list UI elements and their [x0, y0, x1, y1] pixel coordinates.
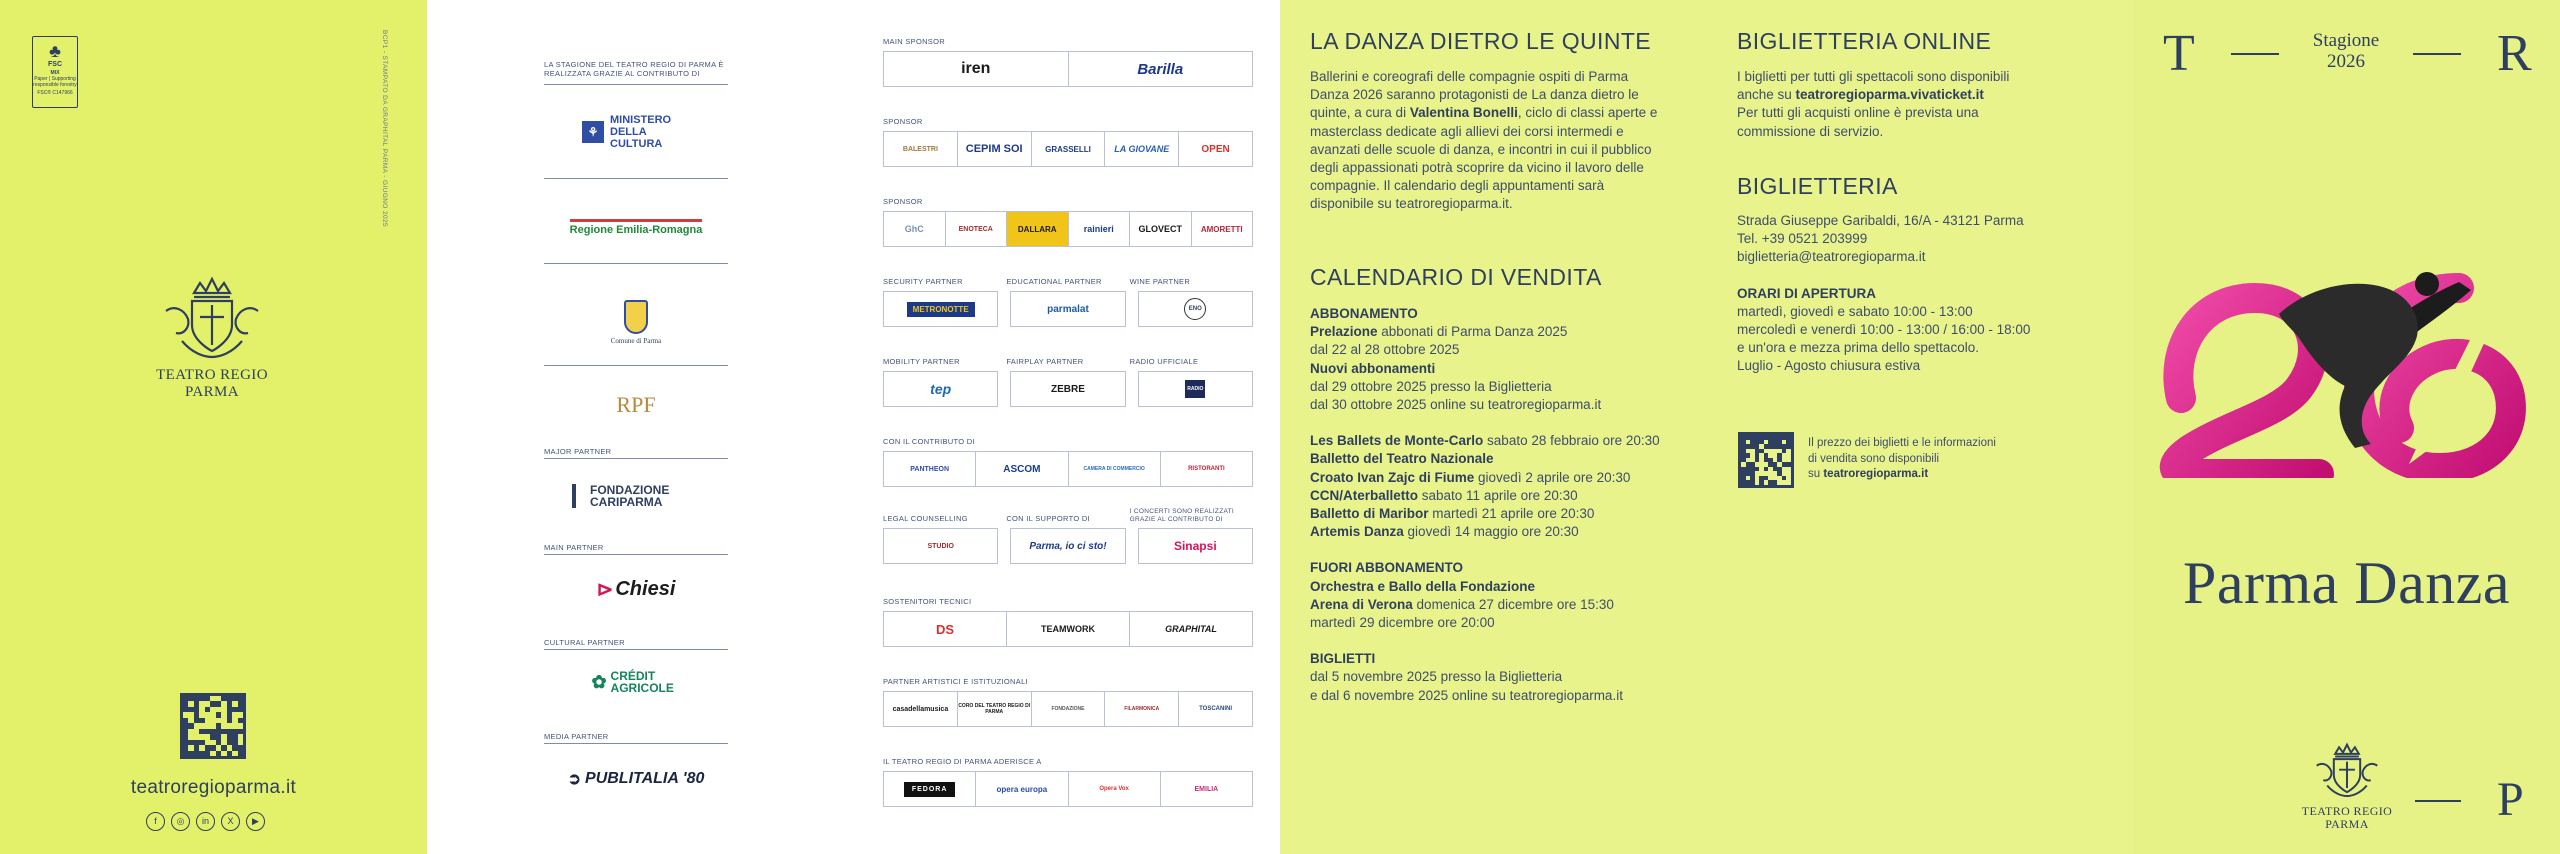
ministero-icon: ⚘ — [582, 121, 604, 143]
fsc-certification-mark — [32, 36, 78, 108]
contributo-logo: PANTHEON — [884, 452, 976, 486]
sponsor-logo: LA GIOVANE — [1105, 132, 1179, 166]
radio-name: RADIO — [1185, 380, 1205, 398]
qr-caption-3 — [1808, 467, 1996, 483]
brand-name-line1: TEATRO REGIO — [156, 367, 268, 383]
radio-label: RADIO UFFICIALE — [1129, 357, 1199, 366]
online-prefix: anche su — [1737, 87, 1796, 103]
ministero-cultura-logo — [544, 108, 728, 156]
season-year: 2026 — [2327, 51, 2365, 72]
prelazione-date: dal 22 al 28 ottobre 2025 — [1310, 342, 1460, 358]
main-sponsor-group — [883, 37, 1253, 87]
main-partner-label: MAIN PARTNER — [544, 543, 604, 552]
divider — [544, 458, 728, 459]
tep-logo: tep — [930, 381, 952, 397]
fsc-label: FSC — [48, 61, 62, 68]
danza-section — [1310, 27, 1710, 214]
tecnico-logo: GRAPHITAL — [1165, 624, 1217, 634]
artistici-label: PARTNER ARTISTICI E ISTITUZIONALI — [883, 677, 1028, 686]
orchestra-line: Orchestra e Ballo della Fondazione — [1310, 578, 1536, 594]
zebre-logo: ZEBRE — [1051, 383, 1085, 395]
sponsor-box-1 — [883, 131, 1253, 167]
show-line — [1310, 505, 1710, 523]
youtube-icon[interactable]: ▶ — [246, 812, 265, 831]
divider — [544, 263, 728, 264]
address: Strada Giuseppe Garibaldi, 16/A - 43121 Parma — [1737, 213, 2024, 228]
aderisce-box — [883, 771, 1253, 807]
contributo-box — [883, 451, 1253, 487]
legal-logo: STUDIO — [927, 542, 954, 550]
show-date: giovedì 2 aprile ore 20:30 — [1474, 469, 1631, 485]
biglietteria-body — [1737, 212, 2117, 376]
cover-dash — [2413, 53, 2461, 55]
regione-emilia-romagna-logo — [544, 212, 728, 242]
chiesi-logo — [544, 572, 728, 606]
qr-caption-prefix: su — [1808, 468, 1824, 480]
social-links — [146, 812, 265, 831]
artistico-logo: casadellamusica — [884, 692, 958, 726]
dancer-head-shape — [2415, 272, 2439, 296]
artistico-logo: CORO DEL TEATRO REGIO DI PARMA — [958, 692, 1032, 726]
sponsor-logo: ENOTECA — [946, 212, 1008, 246]
fsc-description: Paper | Supporting responsible forestry — [33, 76, 77, 88]
educational-partner-label: EDUCATIONAL PARTNER — [1006, 277, 1102, 286]
nuovi-line-2: dal 30 ottobre 2025 online su teatroregioparma.it — [1310, 397, 1602, 413]
calendario-section — [1310, 263, 1710, 705]
print-note: BCP1 - STAMPATO DA GRAPHITAL PARMA - GIUGNO 2025 — [381, 30, 388, 228]
online-title: BIGLIETTERIA ONLINE — [1737, 28, 1992, 54]
parma-io-ci-sto-logo: Parma, io ci sto! — [1029, 540, 1107, 552]
prelazione-line — [1310, 323, 1710, 341]
biglietteria-section — [1737, 172, 2117, 376]
cariparma-label: FONDAZIONE CARIPARMA — [590, 483, 670, 509]
show-line — [1310, 469, 1710, 487]
fairplay-partner-label: FAIRPLAY PARTNER — [1006, 357, 1084, 366]
show-name: Artemis Danza — [1310, 524, 1404, 540]
danza-text-part2: , ciclo di classi aperte e masterclass dedicate agli allievi dei corsi intermedi e avanzati delle scuole di danza, e incontri in cui il pubblico degli appassionati potrà scoprire da vicino il lavoro delle compagnie. Il calendario degli appuntamenti sarà disponibile su teatroregioparma.it. — [1310, 105, 1658, 212]
emilia-logo: EMILIA — [1194, 785, 1219, 793]
sponsor-logo: BALESTRI — [884, 132, 958, 166]
divider — [544, 649, 728, 650]
supporto-label: CON IL SUPPORTO DI — [1006, 514, 1090, 523]
info-panel — [1280, 0, 2133, 854]
fsc-tree-icon: ♣ — [49, 41, 61, 61]
crown-shield-icon — [2306, 742, 2388, 800]
orari-line-1: martedì, giovedì e sabato 10:00 - 13:00 — [1737, 303, 1973, 319]
fedora-label: FEDORA — [904, 782, 956, 797]
vivaticket-link[interactable]: teatroregioparma.vivaticket.it — [1795, 87, 1984, 103]
contributo-group — [883, 437, 1253, 487]
prelazione-label: Prelazione — [1310, 324, 1378, 340]
contributo-logo: CAMERA DI COMMERCIO — [1069, 452, 1161, 486]
sponsors-intro: LA STAGIONE DEL TEATRO REGIO DI PARMA È REALIZZATA GRAZIE AL CONTRIBUTO DI — [544, 60, 724, 78]
tecnico-logo: DS — [884, 612, 1007, 646]
rpf-logo: RPF — [616, 392, 656, 417]
biglietti-heading: BIGLIETTI — [1310, 651, 1376, 667]
show-name: Balletto del Teatro Nazionale — [1310, 451, 1494, 467]
qr-website-link[interactable]: teatroregioparma.it — [1823, 468, 1929, 480]
show-date: martedì 21 aprile ore 20:30 — [1428, 506, 1595, 522]
radio-logo — [1139, 372, 1252, 406]
qr-caption-2: di vendita sono disponibili — [1808, 452, 1940, 465]
sponsor-logo: AMORETTI — [1200, 224, 1243, 234]
media-partner-label: MEDIA PARTNER — [544, 732, 609, 741]
sponsor-logo: DALLARA — [1007, 212, 1069, 246]
cover-letter-p: P — [2497, 773, 2524, 826]
security-partner-label: SECURITY PARTNER — [883, 277, 963, 286]
contributo-logo: ASCOM — [976, 452, 1068, 486]
sponsor-logo: GhC — [884, 212, 946, 246]
online-line-1: I biglietti per tutti gli spettacoli sono disponibili — [1737, 69, 2010, 84]
online-line-3: Per tutti gli acquisti online è prevista una — [1737, 105, 1979, 121]
artistico-logo: TOSCANINI — [1199, 706, 1233, 712]
biglietti-line-2: e dal 6 novembre 2025 online su teatroregioparma.it — [1310, 687, 1623, 703]
comune-label: Comune di Parma — [610, 336, 662, 345]
orari-line-4: Luglio - Agosto chiusura estiva — [1737, 358, 1921, 374]
show-line — [1310, 450, 1710, 468]
divider — [544, 178, 728, 179]
danza-text — [1310, 68, 1670, 214]
calendario-title: CALENDARIO DI VENDITA — [1310, 264, 1602, 290]
show-name: Croato Ivan Zajc di Fiume — [1310, 469, 1475, 485]
crown-shield-icon — [160, 275, 264, 363]
prelazione-text: abbonati di Parma Danza 2025 — [1377, 324, 1568, 340]
arena-line — [1310, 596, 1710, 614]
sponsor-logo: CEPIM SOI — [958, 132, 1032, 166]
sponsor-logo: GRASSELLI — [1032, 132, 1106, 166]
qr-caption-1: Il prezzo dei biglietti e le informazioni — [1808, 437, 1996, 449]
aderisce-group — [883, 757, 1253, 807]
credit-agricole-icon: ✿ — [591, 672, 607, 692]
linkedin-icon[interactable]: in — [196, 812, 215, 831]
fsc-mix-label: MIX — [50, 70, 60, 76]
contributo-logo: RISTORANTI — [1188, 466, 1225, 472]
wine-logo — [1139, 292, 1252, 326]
back-cover-panel — [0, 0, 427, 854]
dancer-26-artwork — [2159, 228, 2559, 478]
telephone[interactable]: Tel. +39 0521 203999 — [1737, 231, 1868, 247]
major-partner-label: MAJOR PARTNER — [544, 447, 612, 456]
biglietteria-online-section — [1737, 27, 2117, 141]
publitalia-label: PUBLITALIA '80 — [585, 770, 705, 787]
sponsor-group-1 — [883, 117, 1253, 167]
online-line-2 — [1737, 86, 2117, 104]
tickets-qr-code[interactable] — [1738, 432, 1794, 488]
credit-agricole-label: CRÉDIT AGRICOLE — [610, 669, 674, 695]
barilla-logo: Barilla — [1137, 60, 1184, 78]
opera-vox-logo: Opera Vox — [1069, 772, 1161, 806]
biglietteria-title: BIGLIETTERIA — [1737, 173, 1898, 199]
cariparma-icon — [572, 484, 586, 508]
qr-module — [238, 751, 243, 756]
show-line — [1310, 432, 1710, 450]
cover-dash — [2415, 800, 2461, 802]
cover-letter-r: R — [2497, 25, 2532, 82]
sponsor-logo: rainieri — [1069, 212, 1131, 246]
show-name: Les Ballets de Monte-Carlo — [1310, 433, 1484, 449]
tecnici-box — [883, 611, 1253, 647]
main-sponsor-box — [883, 51, 1253, 87]
chiesi-label: Chiesi — [615, 577, 676, 600]
website-qr-code[interactable] — [180, 693, 246, 759]
divider — [544, 554, 728, 555]
tecnici-group — [883, 597, 1253, 647]
opera-europa-logo: opera europa — [976, 772, 1068, 806]
partner-group-2 — [883, 357, 1253, 407]
calendario-body — [1310, 305, 1710, 705]
qr-module — [1786, 480, 1791, 485]
cover-teatro-regio-logo — [2299, 742, 2395, 831]
show-name: Balletto di Maribor — [1310, 506, 1429, 522]
front-cover-panel — [2133, 0, 2560, 854]
online-body — [1737, 68, 2117, 141]
metronotte-label: METRONOTTE — [907, 302, 975, 317]
iren-logo: iren — [884, 52, 1069, 86]
cover-letter-t: T — [2163, 25, 2195, 82]
orari-line-2: mercoledì e venerdì 10:00 - 13:00 / 16:00 - 18:00 — [1737, 322, 2031, 338]
nuovi-line-1: dal 29 ottobre 2025 presso la Biglietteria — [1310, 378, 1552, 394]
danza-text-part1: Ballerini e coreografi delle compagnie ospiti di Parma Danza 2026 saranno protagonisti de La danza dietro le quinte, a cura di — [1310, 69, 1639, 121]
contributo-label: CON IL CONTRIBUTO DI — [883, 437, 975, 446]
facebook-icon[interactable]: f — [146, 812, 165, 831]
parmalat-logo: parmalat — [1047, 303, 1089, 315]
comune-crest-icon — [624, 300, 648, 334]
email-link[interactable]: biglietteria@teatroregioparma.it — [1737, 249, 1926, 265]
instagram-icon[interactable]: ◎ — [171, 812, 190, 831]
brand-name-line2: PARMA — [185, 384, 239, 400]
arena-date-2: martedì 29 dicembre ore 20:00 — [1310, 615, 1495, 631]
artistico-logo: FONDAZIONE — [1032, 692, 1106, 726]
sinapsi-logo: Sinapsi — [1173, 539, 1217, 553]
danza-title: LA DANZA DIETRO LE QUINTE — [1310, 28, 1652, 54]
tecnici-label: SOSTENITORI TECNICI — [883, 597, 972, 606]
partner-group-1 — [883, 277, 1253, 327]
partner-group-3 — [883, 508, 1253, 564]
cover-brand-line2: PARMA — [2325, 817, 2369, 831]
sponsor-group-2 — [883, 197, 1253, 247]
publitalia-logo — [544, 762, 728, 796]
main-sponsor-label: MAIN SPONSOR — [883, 37, 945, 46]
cultural-partner-label: CULTURAL PARTNER — [544, 638, 625, 647]
sponsor-label: SPONSOR — [883, 117, 923, 126]
season-label — [2251, 30, 2441, 72]
wine-label: ENO — [1184, 298, 1206, 320]
online-line-4: commissione di servizio. — [1737, 123, 1884, 139]
metronotte-logo — [884, 292, 997, 326]
artistico-logo: FILARMONICA — [1105, 692, 1179, 726]
mobility-partner-label: MOBILITY PARTNER — [883, 357, 960, 366]
orari-line-3: e un'ora e mezza prima dello spettacolo. — [1737, 340, 1979, 356]
sponsor-logo: OPEN — [1201, 143, 1230, 155]
show-date: sabato 11 aprile ore 20:30 — [1418, 487, 1578, 503]
sponsor-box-2 — [883, 211, 1253, 247]
show-line — [1310, 487, 1710, 505]
artistici-box — [883, 691, 1253, 727]
credit-agricole-logo — [544, 664, 728, 700]
publitalia-icon: ➲ — [567, 771, 582, 788]
cover-title: Parma Danza — [2182, 550, 2510, 616]
show-line — [1310, 523, 1710, 541]
regione-label: Regione Emilia-Romagna — [570, 219, 703, 236]
show-date: giovedì 14 maggio ore 20:30 — [1403, 524, 1579, 540]
ministero-label: MINISTERO DELLA CULTURA — [610, 114, 672, 150]
chiesi-arrow-icon: ⊳ — [596, 578, 614, 601]
abbonamento-heading: ABBONAMENTO — [1310, 306, 1418, 321]
fsc-code: FSC® C147966 — [37, 90, 73, 96]
aderisce-label: IL TEATRO REGIO DI PARMA ADERISCE A — [883, 757, 1042, 766]
sponsors-panel — [427, 0, 1280, 854]
arena-date: domenica 27 dicembre ore 15:30 — [1412, 596, 1614, 612]
show-name: CCN/Aterballetto — [1310, 487, 1419, 503]
qr-caption — [1808, 436, 1996, 483]
fuori-abbonamento-heading: FUORI ABBONAMENTO — [1310, 560, 1463, 576]
nuovi-label: Nuovi abbonamenti — [1310, 360, 1436, 376]
sponsor-logo: GLOVECT — [1130, 212, 1192, 246]
concerti-label: I CONCERTI SONO REALIZZATI GRAZIE AL CONTRIBUTO DI — [1129, 508, 1235, 523]
show-date: sabato 28 febbraio ore 20:30 — [1483, 433, 1660, 449]
arena-name: Arena di Verona — [1310, 596, 1413, 612]
danza-curator: Valentina Bonelli — [1409, 105, 1518, 121]
tecnico-logo: TEAMWORK — [1007, 612, 1130, 646]
sponsor-label: SPONSOR — [883, 197, 923, 206]
teatro-regio-logo — [152, 275, 272, 401]
fondazione-cariparma-logo — [544, 476, 728, 516]
artistici-group — [883, 677, 1253, 727]
website-link[interactable]: teatroregioparma.it — [130, 777, 297, 798]
cover-brand-line1: TEATRO REGIO — [2301, 804, 2393, 818]
stagione-word: Stagione — [2312, 30, 2380, 51]
legal-label: LEGAL COUNSELLING — [883, 514, 968, 523]
x-icon[interactable]: X — [221, 812, 240, 831]
divider — [544, 84, 728, 85]
fedora-logo — [884, 772, 976, 806]
orari-heading: ORARI DI APERTURA — [1737, 285, 1877, 301]
biglietti-line-1: dal 5 novembre 2025 presso la Biglietteria — [1310, 669, 1563, 685]
wine-partner-label: WINE PARTNER — [1129, 277, 1191, 286]
divider — [544, 743, 728, 744]
comune-parma-logo — [544, 290, 728, 354]
divider — [544, 365, 728, 366]
